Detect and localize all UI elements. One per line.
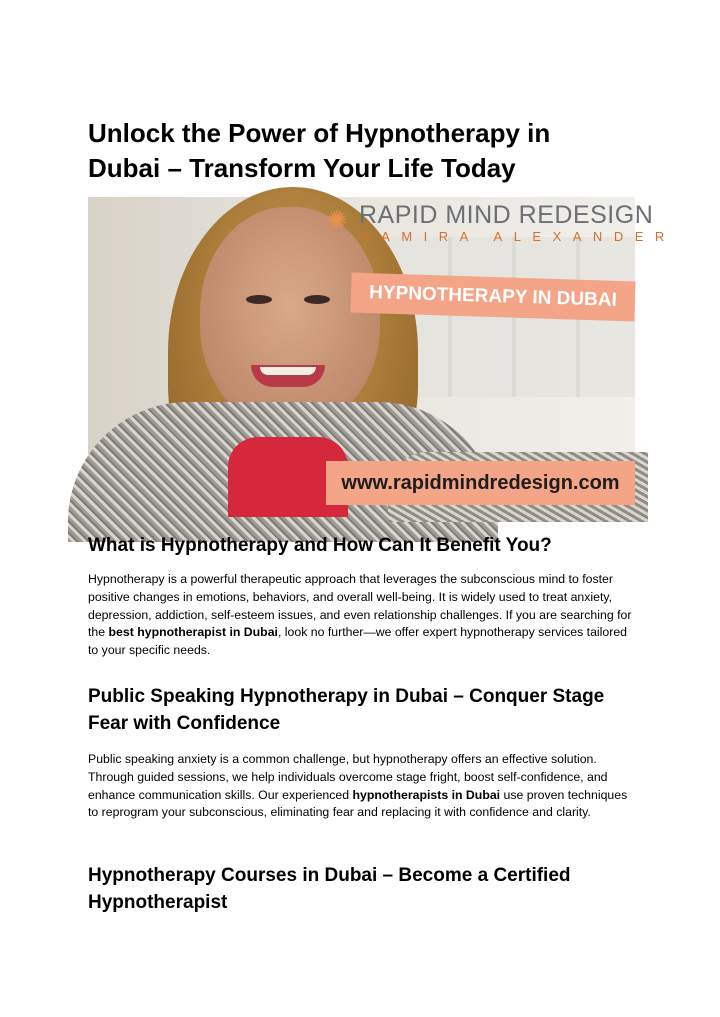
- brand-name: RAPID MIND REDESIGN: [359, 201, 654, 229]
- section2-paragraph: [88, 751, 636, 822]
- page-title-line2: Dubai – Transform Your Life Today: [88, 153, 516, 183]
- section1-paragraph: [88, 571, 636, 660]
- section2-text-start: Public speaking anxiety is a common challenge, but hypnotherapy offers an effective solution. Through guided sessions, we help individuals overcome stage fright, boost self-confidence, and enhance communication skills. Our experienced: [88, 752, 608, 802]
- section1-text-end: , look no further—we offer expert hypnotherapy services tailored to your specific needs.: [88, 625, 628, 658]
- section1-text-start: Hypnotherapy is a powerful therapeutic approach that leverages the subconscious mind to foster positive changes in emotions, behaviors, and overall well-being. It is widely used to treat anxiety, depression, addiction, self-esteem issues, and even relationship challenges. If you are searching for the: [88, 572, 632, 640]
- sun-logo-icon: ✺: [326, 206, 348, 234]
- portrait-eye-right: [304, 295, 330, 304]
- banner-url: www.rapidmindredesign.com: [326, 461, 635, 505]
- hero-banner-image: [88, 197, 676, 505]
- portrait-teeth: [260, 367, 316, 375]
- portrait-eye-left: [246, 295, 272, 304]
- brand-subtitle: SAMIRA ALEXANDER: [361, 229, 676, 244]
- section2-heading: Public Speaking Hypnotherapy in Dubai – Conquer Stage Fear with Confidence: [88, 686, 605, 734]
- section2-bold-keyword: hypnotherapists in Dubai: [352, 787, 501, 802]
- section2-text-end: use proven techniques to reprogram your subconscious, eliminating fear and replacing it with confidence and clarity.: [88, 787, 628, 820]
- banner-tagline: HYPNOTHERAPY IN DUBAI: [350, 273, 635, 322]
- section3-heading: Hypnotherapy Courses in Dubai – Become a Certified Hypnotherapist: [88, 865, 571, 913]
- section1-heading: What is Hypnotherapy and How Can It Benefit You?: [88, 535, 552, 556]
- section1-bold-keyword: best hypnotherapist in Dubai: [108, 625, 278, 640]
- portrait-face: [200, 207, 380, 427]
- page-title: [88, 116, 636, 186]
- page-title-line1: Unlock the Power of Hypnotherapy in: [88, 118, 551, 148]
